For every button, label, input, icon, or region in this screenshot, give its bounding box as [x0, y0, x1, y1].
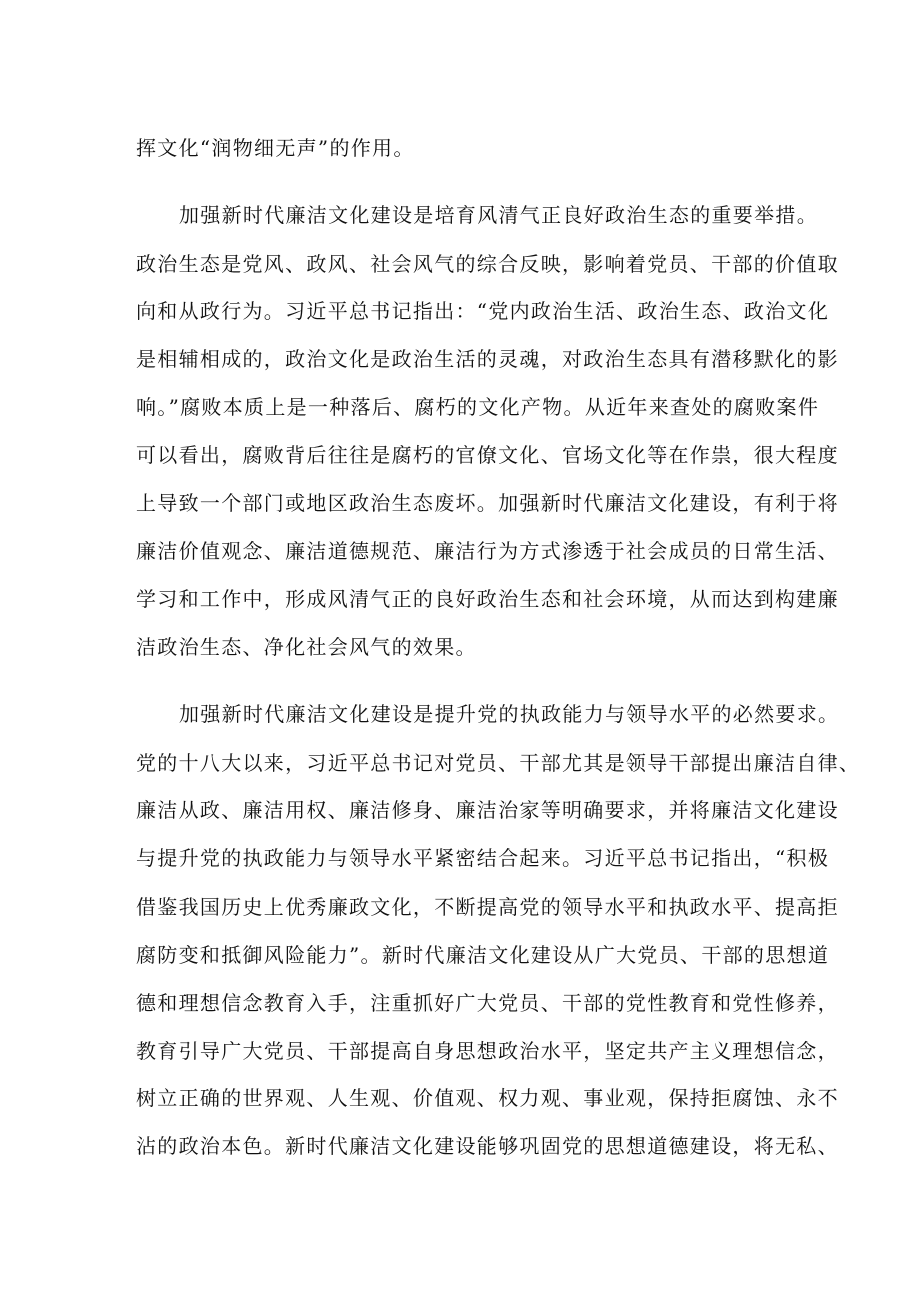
- paragraph-2-line-9: 学习和工作中，形成风清气正的良好政治生态和社会环境，从而达到构建廉: [136, 587, 839, 611]
- paragraph-2-line-2: 政治生态是党风、政风、社会风气的综合反映，影响着党员、干部的价值取: [136, 252, 839, 276]
- paragraph-2-line-8: 廉洁价值观念、廉洁道德规范、廉洁行为方式渗透于社会成员的日常生活、: [136, 539, 839, 563]
- paragraph-3-line-7: 德和理想信念教育入手，注重抓好广大党员、干部的党性教育和党性修养，: [136, 991, 839, 1015]
- paragraph-1-line-1: 挥文化“润物细无声”的作用。: [136, 136, 415, 160]
- paragraph-3-line-3: 廉洁从政、廉洁用权、廉洁修身、廉洁治家等明确要求，并将廉洁文化建设: [136, 798, 839, 822]
- paragraph-2-line-10: 洁政治生态、净化社会风气的效果。: [136, 635, 477, 659]
- paragraph-3-line-4: 与提升党的执政能力与领导水平紧密结合起来。习近平总书记指出，“积极: [136, 846, 830, 870]
- paragraph-2-line-7: 上导致一个部门或地区政治生态废坏。加强新时代廉洁文化建设，有利于将: [136, 491, 839, 515]
- paragraph-3-line-1: 加强新时代廉洁文化建设是提升党的执政能力与领导水平的必然要求。: [179, 702, 840, 726]
- paragraph-3-line-2: 党的十八大以来，习近平总书记对党员、干部尤其是领导干部提出廉洁自律、: [136, 751, 861, 775]
- paragraph-3-line-5: 借鉴我国历史上优秀廉政文化，不断提高党的领导水平和执政水平、提高拒: [136, 895, 839, 919]
- paragraph-2-line-1: 加强新时代廉洁文化建设是培育风清气正良好政治生态的重要举措。: [179, 203, 818, 227]
- paragraph-2-line-6: 可以看出，腐败背后往往是腐朽的官僚文化、官场文化等在作祟，很大程度: [136, 443, 839, 467]
- paragraph-3-line-6: 腐防变和抵御风险能力”。新时代廉洁文化建设从广大党员、干部的思想道: [136, 943, 830, 967]
- paragraph-2-line-5: 响。”腐败本质上是一种落后、腐朽的文化产物。从近年来查处的腐败案件: [136, 395, 820, 419]
- paragraph-3-line-10: 沾的政治本色。新时代廉洁文化建设能够巩固党的思想道德建设，将无私、: [136, 1134, 839, 1158]
- paragraph-2-line-3: 向和从政行为。习近平总书记指出：“党内政治生活、政治生态、政治文化: [136, 299, 830, 323]
- paragraph-3-line-9: 树立正确的世界观、人生观、价值观、权力观、事业观，保持拒腐蚀、永不: [136, 1086, 839, 1110]
- paragraph-2-line-4: 是相辅相成的，政治文化是政治生活的灵魂，对政治生态具有潜移默化的影: [136, 347, 839, 371]
- paragraph-3-line-8: 教育引导广大党员、干部提高自身思想政治水平，坚定共产主义理想信念，: [136, 1039, 839, 1063]
